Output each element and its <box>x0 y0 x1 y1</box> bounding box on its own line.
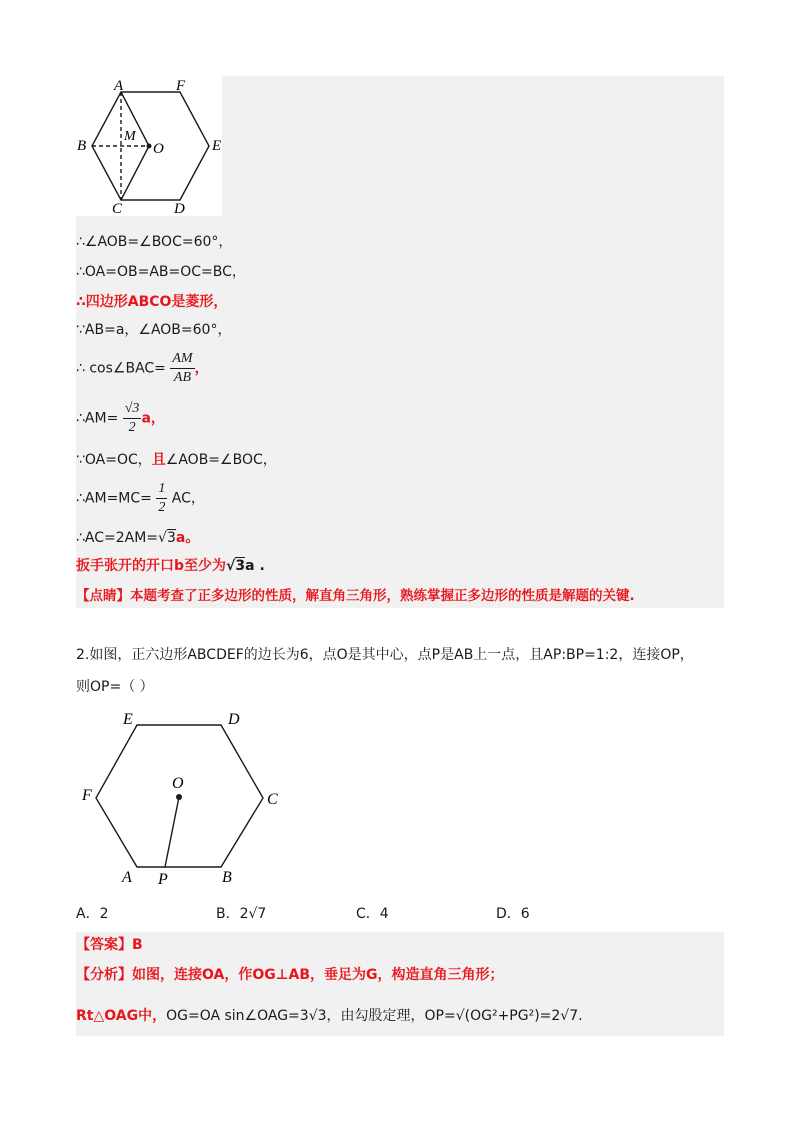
label-O: O <box>153 141 164 157</box>
hexagon-figure-1 <box>76 76 222 216</box>
comment-text: 【点睛】本题考查了正多边形的性质，解直角三角形，熟练掌握正多边形的性质是解题的关键. <box>76 588 635 604</box>
solution-text: 扳手张开的开口b至少为 <box>76 558 227 574</box>
analysis-text: Rt△OAG中， <box>76 1008 167 1024</box>
solution-text: ∴四边形ABCO是菱形， <box>76 294 228 310</box>
question-2-line-2 <box>76 677 154 697</box>
solution-text: ∴OA=OB=AB=OC=BC， <box>76 264 246 280</box>
label-P: P <box>158 871 168 888</box>
option-text: C．4 <box>356 906 389 922</box>
question-text: 则OP=（ ） <box>76 679 154 695</box>
solution-text: ∵OA=OC， <box>76 452 152 468</box>
label-E: E <box>212 138 222 154</box>
label-F: F <box>82 787 92 804</box>
sqrt-radicand: 3 <box>235 558 246 574</box>
solution-line-6 <box>76 400 165 437</box>
fraction-denominator: 2 <box>128 420 136 435</box>
fraction-denominator: AB <box>173 370 192 385</box>
analysis-text: 【分析】如图，连接OA，作OG⊥AB，垂足为G，构造直角三角形； <box>76 967 504 983</box>
answer-text: 【答案】B <box>76 937 143 953</box>
solution-text: ∴AC=2AM= <box>76 530 159 546</box>
solution-text: a。 <box>175 530 200 546</box>
solution-punct: ， <box>194 360 209 377</box>
center-point-O <box>176 794 182 800</box>
option-B[interactable] <box>216 904 266 924</box>
segment-OP <box>165 797 179 867</box>
solution-line-4 <box>76 320 231 340</box>
label-F: F <box>176 78 186 94</box>
solution-line-7 <box>76 450 277 470</box>
label-A: A <box>122 869 132 886</box>
solution-text: a . <box>245 558 265 574</box>
solution-line-3 <box>76 292 227 312</box>
fraction-numerator: AM <box>170 350 194 369</box>
fraction-numerator: √3 <box>123 400 142 419</box>
analysis-line <box>76 965 504 985</box>
label-B: B <box>77 138 87 154</box>
solution-punct: a， <box>141 410 165 427</box>
fraction-numerator: 1 <box>156 480 167 499</box>
label-D: D <box>174 201 185 216</box>
solution-background-top <box>222 76 724 216</box>
answer-line <box>76 935 143 955</box>
label-A: A <box>114 78 124 94</box>
hexagon-figure-2 <box>76 708 296 888</box>
analysis-text: OG=OA sin∠OAG=3√3，由勾股定理，OP=√(OG²+PG²)=2√7. <box>166 1008 583 1024</box>
label-B: B <box>222 869 232 886</box>
solution-line-5 <box>76 350 209 387</box>
solution-text: ∴ cos∠BAC= <box>76 360 166 377</box>
analysis-formula-line <box>76 1006 583 1026</box>
center-point-O <box>147 144 152 149</box>
option-text: A．2 <box>76 906 109 922</box>
solution-text: ∵AB=a，∠AOB=60°， <box>76 322 232 338</box>
option-D[interactable] <box>496 904 530 924</box>
sqrt-radicand: 3 <box>166 530 176 546</box>
label-M: M <box>124 129 136 144</box>
option-A[interactable] <box>76 904 108 924</box>
solution-text: AC， <box>171 490 205 507</box>
comment-line <box>76 586 635 606</box>
fraction-am-ab <box>170 350 194 387</box>
solution-line-8 <box>76 480 205 517</box>
solution-text: ∴AM= <box>76 410 119 427</box>
fraction-one-half <box>156 480 167 517</box>
solution-text: ∴AM=MC= <box>76 490 152 507</box>
fraction-root3-over-2 <box>123 400 142 437</box>
fraction-denominator: 2 <box>158 500 166 515</box>
option-C[interactable] <box>356 904 389 924</box>
question-text: 2.如图，正六边形ABCDEF的边长为6，点O是其中心，点P是AB上一点，且AP:BP=1:2，连接OP， <box>76 647 694 663</box>
solution-line-9: ∴AC=2AM=√3a。 <box>76 530 200 546</box>
label-C: C <box>267 791 278 808</box>
question-2-line-1 <box>76 645 694 665</box>
solution-text: ∴∠AOB=∠BOC=60°， <box>76 234 233 250</box>
label-C: C <box>112 201 123 216</box>
label-E: E <box>123 711 133 728</box>
solution-text: 且 <box>151 452 166 468</box>
solution-line-1 <box>76 232 232 252</box>
solution-text: ∠AOB=∠BOC， <box>165 452 277 468</box>
label-O: O <box>172 775 184 792</box>
solution-line-10: 扳手张开的开口b至少为√3a . <box>76 558 265 574</box>
segment-CO <box>121 146 149 200</box>
solution-line-2 <box>76 262 246 282</box>
option-text: D．6 <box>496 906 530 922</box>
label-D: D <box>228 711 240 728</box>
option-text: B．2√7 <box>216 906 267 922</box>
